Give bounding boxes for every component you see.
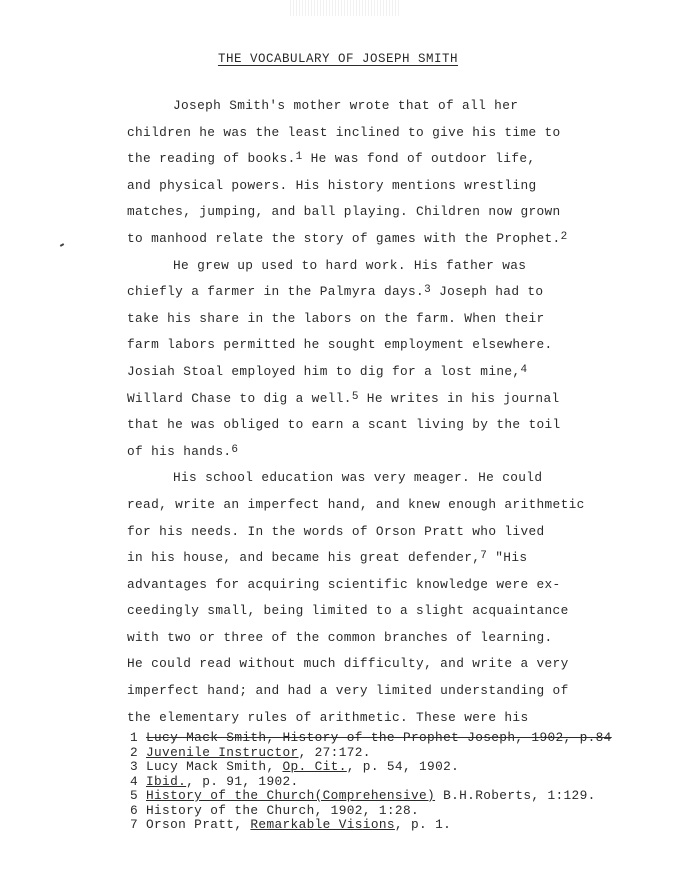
line-text: children he was the least inclined to give his time to xyxy=(127,124,561,140)
footnote-ref: 5 xyxy=(351,390,359,403)
footnote-number: 3 xyxy=(130,759,139,774)
line-text-after: He writes in his journal xyxy=(358,390,560,406)
footnote-text: Ibid., p. 91, 1902. xyxy=(146,773,299,789)
line-text: He grew up used to hard work. His father was xyxy=(173,257,527,273)
line-text: advantages for acquiring scientific knowledge were ex- xyxy=(127,576,561,592)
footnote-number: 5 xyxy=(130,788,139,803)
scan-artifact xyxy=(290,0,400,16)
footnotes xyxy=(130,731,630,833)
line-text-after: "His xyxy=(487,550,528,566)
line-text-after: He was fond of outdoor life, xyxy=(302,151,536,167)
text-line xyxy=(127,332,597,359)
text-line xyxy=(127,572,597,599)
text-line xyxy=(127,412,597,439)
text-line xyxy=(127,598,597,625)
line-text: matches, jumping, and ball playing. Children now grown xyxy=(127,204,561,220)
text-line xyxy=(127,226,597,253)
footnote-title: History of the Church(Comprehensive) xyxy=(146,788,436,803)
footnote-title: Juvenile Instructor xyxy=(146,744,299,760)
text-line xyxy=(127,253,597,280)
text-line xyxy=(127,705,597,732)
text-line xyxy=(127,120,597,147)
line-text: farm labors permitted he sought employment elsewhere. xyxy=(127,337,553,353)
line-text: ceedingly small, being limited to a slight acquaintance xyxy=(127,603,569,619)
footnote-text: History of the Church(Comprehensive) B.H.Roberts, 1:129. xyxy=(146,788,596,803)
footnote-text: Orson Pratt, Remarkable Visions, p. 1. xyxy=(146,817,452,832)
text-line xyxy=(127,306,597,333)
footnote-text: Lucy Mack Smith, Op. Cit., p. 54, 1902. xyxy=(146,759,460,774)
footnote-title: Op. Cit. xyxy=(282,759,347,774)
page-title: THE VOCABULARY OF JOSEPH SMITH xyxy=(217,52,459,66)
line-text-after: Joseph had to xyxy=(431,284,544,300)
footnote xyxy=(130,789,630,804)
footnote-text: Juvenile Instructor, 27:172. xyxy=(146,744,371,760)
footnote-ref: 3 xyxy=(424,284,432,297)
footnote xyxy=(130,775,630,790)
line-text: to manhood relate the story of games with the Prophet. xyxy=(127,230,561,246)
text-line xyxy=(127,439,597,466)
footnote-title: Ibid. xyxy=(146,773,187,789)
line-text: for his needs. In the words of Orson Pratt who lived xyxy=(127,523,545,539)
line-text: in his house, and became his great defender, xyxy=(127,550,481,566)
text-line xyxy=(127,359,597,386)
paragraph xyxy=(127,93,597,253)
line-text: chiefly a farmer in the Palmyra days. xyxy=(127,284,425,300)
text-line xyxy=(127,173,597,200)
line-text: His school education was very meager. He could xyxy=(173,470,543,486)
footnote-number: 6 xyxy=(130,802,139,818)
text-line xyxy=(127,93,597,120)
text-line xyxy=(127,519,597,546)
line-text: that he was obliged to earn a scant living by the toil xyxy=(127,417,561,433)
footnote xyxy=(130,731,630,746)
text-line xyxy=(127,678,597,705)
line-text: He could read without much difficulty, and write a very xyxy=(127,656,569,672)
line-text: the elementary rules of arithmetic. These were his xyxy=(127,709,529,725)
line-text: of his hands. xyxy=(127,443,232,459)
footnote-ref: 4 xyxy=(520,363,528,376)
footnote-ref: 7 xyxy=(480,550,488,563)
text-line xyxy=(127,625,597,652)
text-line xyxy=(127,465,597,492)
paragraph xyxy=(127,465,597,731)
line-text: with two or three of the common branches of learning. xyxy=(127,629,553,645)
footnote xyxy=(130,818,630,833)
footnote xyxy=(130,760,630,775)
text-line xyxy=(127,545,597,572)
text-line xyxy=(127,279,597,306)
footnote-ref: 1 xyxy=(295,151,303,164)
footnote-number: 2 xyxy=(130,744,139,760)
footnote-text: History of the Church, 1902, 1:28. xyxy=(146,802,419,818)
footnote-title: Remarkable Visions xyxy=(250,817,395,832)
footnote-number: 1 xyxy=(130,730,139,745)
footnote xyxy=(130,804,630,819)
line-text: the reading of books. xyxy=(127,151,296,167)
line-text: read, write an imperfect hand, and knew enough arithmetic xyxy=(127,496,585,512)
paragraph xyxy=(127,253,597,466)
text-line xyxy=(127,651,597,678)
footnote xyxy=(130,746,630,761)
text-line xyxy=(127,386,597,413)
footnote-ref: 2 xyxy=(560,230,568,243)
line-text: imperfect hand; and had a very limited understanding of xyxy=(127,683,569,699)
text-line xyxy=(127,199,597,226)
line-text: and physical powers. His history mentions wrestling xyxy=(127,177,537,193)
footnote-ref: 6 xyxy=(231,443,239,456)
footnote-number: 7 xyxy=(130,817,139,832)
text-line xyxy=(127,146,597,173)
line-text: Josiah Stoal employed him to dig for a lost mine, xyxy=(127,363,521,379)
footnote-number: 4 xyxy=(130,773,139,789)
body-text xyxy=(127,93,597,731)
text-line xyxy=(127,492,597,519)
footnote-text: Lucy Mack Smith, History of the Prophet Joseph, 1902, p.84 xyxy=(146,730,612,745)
line-text: Willard Chase to dig a well. xyxy=(127,390,352,406)
line-text: Joseph Smith's mother wrote that of all her xyxy=(173,98,519,113)
scan-speck xyxy=(60,243,64,247)
line-text: take his share in the labors on the farm. When their xyxy=(127,310,545,326)
